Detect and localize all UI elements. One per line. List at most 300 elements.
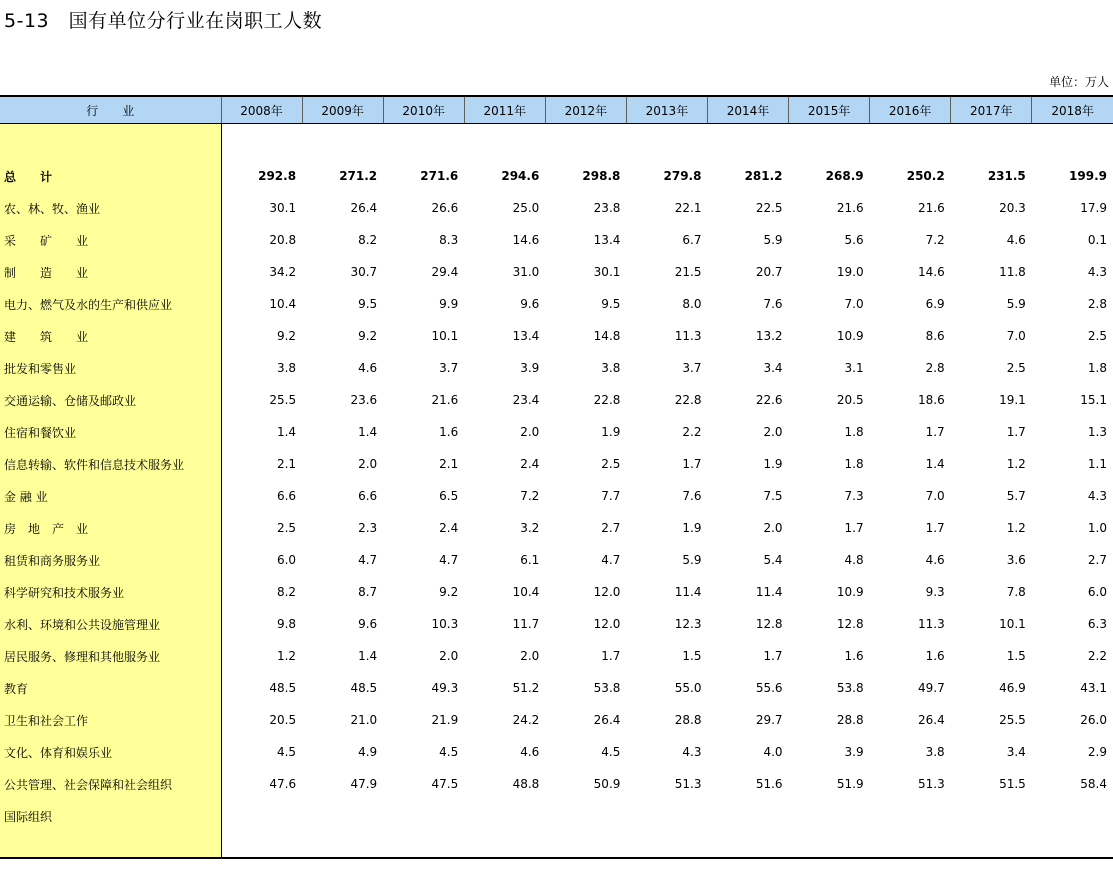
value-cell: 51.2 <box>512 681 540 695</box>
value-cell: 281.2 <box>744 169 783 183</box>
table-title: 5-13 国有单位分行业在岗职工人数 <box>4 10 323 32</box>
value-cell: 4.3 <box>1087 265 1107 279</box>
value-cell <box>707 800 788 858</box>
year-header: 2014年 <box>707 96 788 124</box>
table-row <box>0 672 1113 704</box>
year-header: 2016年 <box>870 96 951 124</box>
value-cell: 11.8 <box>999 265 1026 279</box>
value-cell: 9.2 <box>276 329 297 343</box>
value-cell: 26.4 <box>593 713 621 727</box>
value-cell: 298.8 <box>582 169 621 183</box>
value-cell: 9.3 <box>925 585 945 599</box>
year-header: 2013年 <box>626 96 707 124</box>
spacer-cell <box>383 124 464 155</box>
value-cell: 2.0 <box>358 457 378 471</box>
spacer-cell <box>707 124 788 155</box>
industry-name: 科学研究和技术服务业 <box>0 576 221 608</box>
value-cell: 3.4 <box>1006 745 1026 759</box>
industry-name: 建 筑 业 <box>0 320 221 352</box>
table-row <box>0 256 1113 288</box>
value-cell: 51.9 <box>836 777 864 791</box>
value-cell: 6.5 <box>439 489 459 503</box>
value-cell: 4.5 <box>276 745 297 759</box>
value-cell: 6.0 <box>1087 585 1107 599</box>
value-cell: 2.5 <box>601 457 621 471</box>
value-cell: 15.1 <box>1080 393 1107 407</box>
value-cell: 9.2 <box>439 585 459 599</box>
value-cell: 2.5 <box>1006 361 1026 375</box>
value-cell: 1.0 <box>1087 521 1107 535</box>
value-cell: 28.8 <box>674 713 702 727</box>
value-cell: 5.9 <box>682 553 702 567</box>
table-row <box>0 608 1113 640</box>
value-cell: 49.3 <box>431 681 459 695</box>
industry-name: 信息转输、软件和信息技术服务业 <box>0 448 221 480</box>
value-cell: 2.0 <box>520 649 540 663</box>
total-row <box>0 154 1113 192</box>
value-cell: 2.4 <box>439 521 459 535</box>
value-cell: 6.0 <box>276 553 297 567</box>
value-cell: 199.9 <box>1069 169 1107 183</box>
value-cell: 1.4 <box>276 425 297 439</box>
value-cell: 25.5 <box>999 713 1026 727</box>
value-cell: 3.9 <box>520 361 540 375</box>
value-cell: 292.8 <box>258 169 297 183</box>
value-cell: 1.4 <box>925 457 945 471</box>
value-cell: 3.6 <box>1006 553 1026 567</box>
value-cell: 2.0 <box>763 521 783 535</box>
value-cell: 4.6 <box>520 745 540 759</box>
value-cell: 1.5 <box>682 649 702 663</box>
value-cell: 9.5 <box>601 297 621 311</box>
value-cell: 26.0 <box>1080 713 1107 727</box>
value-cell: 43.1 <box>1080 681 1107 695</box>
industry-name: 交通运输、仓储及邮政业 <box>0 384 221 416</box>
spacer-cell <box>626 124 707 155</box>
value-cell: 26.4 <box>917 713 945 727</box>
value-cell: 2.0 <box>520 425 540 439</box>
value-cell: 3.8 <box>276 361 297 375</box>
table-row <box>0 512 1113 544</box>
value-cell: 1.9 <box>682 521 702 535</box>
value-cell: 1.3 <box>1087 425 1107 439</box>
value-cell: 19.1 <box>999 393 1026 407</box>
value-cell: 9.6 <box>358 617 378 631</box>
value-cell: 7.0 <box>925 489 945 503</box>
value-cell: 1.1 <box>1087 457 1107 471</box>
value-cell: 1.4 <box>358 425 378 439</box>
value-cell: 4.3 <box>1087 489 1107 503</box>
value-cell: 2.4 <box>520 457 540 471</box>
industry-name: 住宿和餐饮业 <box>0 416 221 448</box>
value-cell: 49.7 <box>917 681 945 695</box>
spacer-cell <box>789 124 870 155</box>
value-cell: 5.4 <box>763 553 783 567</box>
value-cell: 250.2 <box>906 169 945 183</box>
value-cell: 19.0 <box>836 265 864 279</box>
industry-name: 制 造 业 <box>0 256 221 288</box>
value-cell: 23.8 <box>593 201 621 215</box>
value-cell: 28.8 <box>836 713 864 727</box>
value-cell: 22.6 <box>755 393 783 407</box>
value-cell <box>789 800 870 858</box>
value-cell: 11.7 <box>512 617 540 631</box>
value-cell: 3.7 <box>439 361 459 375</box>
value-cell: 25.0 <box>512 201 540 215</box>
spacer-cell <box>951 124 1032 155</box>
value-cell: 12.8 <box>836 617 864 631</box>
value-cell: 6.3 <box>1087 617 1107 631</box>
value-cell: 4.6 <box>925 553 945 567</box>
value-cell: 1.7 <box>682 457 702 471</box>
value-cell: 30.7 <box>350 265 378 279</box>
value-cell: 7.6 <box>763 297 783 311</box>
value-cell: 14.6 <box>917 265 945 279</box>
table-row <box>0 736 1113 768</box>
value-cell: 4.8 <box>844 553 864 567</box>
value-cell: 0.1 <box>1087 233 1107 247</box>
value-cell: 6.9 <box>925 297 945 311</box>
value-cell: 7.5 <box>763 489 783 503</box>
value-cell: 53.8 <box>836 681 864 695</box>
value-cell: 13.4 <box>512 329 540 343</box>
value-cell: 8.6 <box>925 329 945 343</box>
value-cell: 7.0 <box>844 297 864 311</box>
value-cell: 3.9 <box>844 745 864 759</box>
value-cell: 48.8 <box>512 777 540 791</box>
value-cell: 9.5 <box>358 297 378 311</box>
table-row <box>0 192 1113 224</box>
value-cell: 51.6 <box>755 777 783 791</box>
value-cell: 1.9 <box>601 425 621 439</box>
value-cell: 26.4 <box>350 201 378 215</box>
value-cell <box>951 800 1032 858</box>
value-cell: 7.0 <box>1006 329 1026 343</box>
value-cell: 21.6 <box>836 201 864 215</box>
spacer-row <box>0 124 1113 155</box>
value-cell: 294.6 <box>501 169 540 183</box>
value-cell: 6.1 <box>520 553 540 567</box>
value-cell: 20.5 <box>836 393 864 407</box>
value-cell: 46.9 <box>999 681 1026 695</box>
value-cell: 7.3 <box>844 489 864 503</box>
spacer-cell <box>221 124 302 155</box>
value-cell: 4.9 <box>358 745 378 759</box>
value-cell: 1.5 <box>1006 649 1026 663</box>
value-cell: 51.3 <box>674 777 702 791</box>
value-cell: 1.4 <box>358 649 378 663</box>
value-cell: 4.7 <box>439 553 459 567</box>
value-cell: 9.6 <box>520 297 540 311</box>
value-cell: 3.4 <box>763 361 783 375</box>
value-cell: 4.7 <box>358 553 378 567</box>
value-cell: 6.7 <box>682 233 702 247</box>
value-cell <box>221 800 302 858</box>
value-cell: 10.3 <box>431 617 459 631</box>
value-cell: 1.2 <box>1006 457 1026 471</box>
value-cell: 7.6 <box>682 489 702 503</box>
value-cell: 5.7 <box>1006 489 1026 503</box>
value-cell: 10.4 <box>269 297 297 311</box>
value-cell: 31.0 <box>512 265 540 279</box>
value-cell: 14.8 <box>593 329 621 343</box>
industry-name: 卫生和社会工作 <box>0 704 221 736</box>
spacer-cell <box>464 124 545 155</box>
table-row <box>0 288 1113 320</box>
value-cell: 1.8 <box>844 425 864 439</box>
value-cell: 34.2 <box>269 265 297 279</box>
table-row <box>0 640 1113 672</box>
value-cell: 13.2 <box>755 329 783 343</box>
value-cell: 2.9 <box>1087 745 1107 759</box>
employment-table <box>0 95 1113 859</box>
value-cell: 22.1 <box>674 201 702 215</box>
industry-name: 农、林、牧、渔业 <box>0 192 221 224</box>
value-cell: 50.9 <box>593 777 621 791</box>
table-row <box>0 224 1113 256</box>
value-cell: 2.2 <box>1087 649 1107 663</box>
table-row <box>0 704 1113 736</box>
value-cell: 3.2 <box>520 521 540 535</box>
value-cell: 8.3 <box>439 233 459 247</box>
value-cell: 1.8 <box>844 457 864 471</box>
value-cell: 2.7 <box>1087 553 1107 567</box>
header-row <box>0 96 1113 124</box>
value-cell <box>383 800 464 858</box>
value-cell: 2.5 <box>1087 329 1107 343</box>
value-cell: 1.2 <box>276 649 297 663</box>
year-header: 2012年 <box>545 96 626 124</box>
year-header: 2008年 <box>221 96 302 124</box>
value-cell: 3.1 <box>844 361 864 375</box>
value-cell: 10.9 <box>836 585 864 599</box>
value-cell: 48.5 <box>269 681 297 695</box>
value-cell: 2.1 <box>276 457 297 471</box>
value-cell: 2.7 <box>601 521 621 535</box>
value-cell: 7.2 <box>520 489 540 503</box>
value-cell: 23.4 <box>512 393 540 407</box>
value-cell: 271.2 <box>339 169 378 183</box>
industry-name: 公共管理、社会保障和社会组织 <box>0 768 221 800</box>
value-cell: 4.6 <box>358 361 378 375</box>
value-cell: 7.7 <box>601 489 621 503</box>
value-cell: 12.0 <box>593 585 621 599</box>
value-cell: 30.1 <box>593 265 621 279</box>
value-cell: 1.7 <box>1006 425 1026 439</box>
value-cell: 1.7 <box>925 425 945 439</box>
value-cell: 22.8 <box>593 393 621 407</box>
industry-name: 水利、环境和公共设施管理业 <box>0 608 221 640</box>
year-header: 2009年 <box>302 96 383 124</box>
value-cell: 55.0 <box>674 681 702 695</box>
year-header: 2010年 <box>383 96 464 124</box>
value-cell: 20.3 <box>999 201 1026 215</box>
value-cell: 17.9 <box>1080 201 1107 215</box>
value-cell: 2.8 <box>925 361 945 375</box>
value-cell: 1.7 <box>601 649 621 663</box>
value-cell: 1.6 <box>844 649 864 663</box>
value-cell: 11.3 <box>674 329 702 343</box>
value-cell: 22.8 <box>674 393 702 407</box>
spacer-cell <box>545 124 626 155</box>
value-cell <box>626 800 707 858</box>
value-cell: 48.5 <box>350 681 378 695</box>
value-cell: 5.9 <box>763 233 783 247</box>
value-cell: 1.2 <box>1006 521 1026 535</box>
table-row <box>0 544 1113 576</box>
value-cell: 51.3 <box>917 777 945 791</box>
value-cell: 9.9 <box>439 297 459 311</box>
spacer-cell <box>1032 124 1113 155</box>
value-cell: 21.6 <box>431 393 459 407</box>
value-cell: 1.6 <box>439 425 459 439</box>
value-cell: 20.8 <box>269 233 297 247</box>
year-header: 2017年 <box>951 96 1032 124</box>
value-cell: 18.6 <box>917 393 945 407</box>
value-cell: 26.6 <box>431 201 459 215</box>
year-header: 2015年 <box>789 96 870 124</box>
value-cell: 10.1 <box>431 329 459 343</box>
value-cell: 8.7 <box>358 585 378 599</box>
value-cell: 13.4 <box>593 233 621 247</box>
value-cell: 4.5 <box>439 745 459 759</box>
value-cell: 2.5 <box>276 521 297 535</box>
value-cell <box>870 800 951 858</box>
value-cell: 11.4 <box>755 585 783 599</box>
value-cell: 47.9 <box>350 777 378 791</box>
value-cell: 3.8 <box>601 361 621 375</box>
table-row <box>0 416 1113 448</box>
table-row <box>0 448 1113 480</box>
table-row <box>0 480 1113 512</box>
value-cell: 11.4 <box>674 585 702 599</box>
industry-name: 批发和零售业 <box>0 352 221 384</box>
value-cell: 29.4 <box>431 265 459 279</box>
value-cell: 268.9 <box>825 169 864 183</box>
value-cell: 1.8 <box>1087 361 1107 375</box>
value-cell: 53.8 <box>593 681 621 695</box>
table-row <box>0 800 1113 858</box>
value-cell: 21.5 <box>674 265 702 279</box>
industry-header: 行 业 <box>0 96 221 124</box>
value-cell: 5.9 <box>1006 297 1026 311</box>
value-cell: 4.0 <box>763 745 783 759</box>
value-cell: 2.8 <box>1087 297 1107 311</box>
value-cell: 24.2 <box>512 713 540 727</box>
value-cell: 51.5 <box>999 777 1026 791</box>
value-cell: 10.9 <box>836 329 864 343</box>
value-cell: 22.5 <box>755 201 783 215</box>
value-cell: 20.7 <box>755 265 783 279</box>
spacer-cell <box>870 124 951 155</box>
value-cell: 9.8 <box>276 617 297 631</box>
value-cell: 3.7 <box>682 361 702 375</box>
table-row <box>0 384 1113 416</box>
value-cell: 6.6 <box>358 489 378 503</box>
table-row <box>0 576 1113 608</box>
industry-name: 采 矿 业 <box>0 224 221 256</box>
spacer-cell <box>302 124 383 155</box>
value-cell: 12.0 <box>593 617 621 631</box>
value-cell: 279.8 <box>663 169 702 183</box>
value-cell: 30.1 <box>269 201 297 215</box>
value-cell: 5.6 <box>844 233 864 247</box>
industry-name: 总 计 <box>0 154 221 192</box>
value-cell: 14.6 <box>512 233 540 247</box>
value-cell: 47.6 <box>269 777 297 791</box>
value-cell: 4.5 <box>601 745 621 759</box>
value-cell: 58.4 <box>1080 777 1107 791</box>
value-cell: 4.3 <box>682 745 702 759</box>
value-cell: 8.0 <box>682 297 702 311</box>
value-cell: 25.5 <box>269 393 297 407</box>
industry-name: 租赁和商务服务业 <box>0 544 221 576</box>
value-cell: 2.0 <box>763 425 783 439</box>
industry-name: 金 融 业 <box>0 480 221 512</box>
table-row <box>0 352 1113 384</box>
value-cell: 1.7 <box>763 649 783 663</box>
value-cell: 4.6 <box>1006 233 1026 247</box>
value-cell <box>545 800 626 858</box>
value-cell: 3.8 <box>925 745 945 759</box>
value-cell: 23.6 <box>350 393 378 407</box>
value-cell <box>1032 800 1113 858</box>
value-cell: 6.6 <box>276 489 297 503</box>
value-cell: 11.3 <box>917 617 945 631</box>
value-cell: 9.2 <box>358 329 378 343</box>
table-row <box>0 320 1113 352</box>
industry-name: 房 地 产 业 <box>0 512 221 544</box>
year-header: 2011年 <box>464 96 545 124</box>
value-cell: 2.3 <box>358 521 378 535</box>
value-cell <box>302 800 383 858</box>
industry-name: 电力、燃气及水的生产和供应业 <box>0 288 221 320</box>
value-cell: 8.2 <box>276 585 297 599</box>
value-cell: 7.2 <box>925 233 945 247</box>
value-cell: 1.6 <box>925 649 945 663</box>
value-cell: 2.0 <box>439 649 459 663</box>
value-cell: 21.6 <box>917 201 945 215</box>
value-cell: 1.7 <box>844 521 864 535</box>
value-cell: 21.0 <box>350 713 378 727</box>
value-cell: 1.7 <box>925 521 945 535</box>
spacer-cell <box>0 124 221 155</box>
value-cell: 8.2 <box>358 233 378 247</box>
year-header: 2018年 <box>1032 96 1113 124</box>
value-cell: 4.7 <box>601 553 621 567</box>
value-cell: 21.9 <box>431 713 459 727</box>
value-cell: 20.5 <box>269 713 297 727</box>
value-cell <box>464 800 545 858</box>
value-cell: 55.6 <box>755 681 783 695</box>
value-cell: 271.6 <box>420 169 459 183</box>
value-cell: 47.5 <box>431 777 459 791</box>
industry-name: 国际组织 <box>0 800 221 858</box>
industry-name: 居民服务、修理和其他服务业 <box>0 640 221 672</box>
table-row <box>0 768 1113 800</box>
value-cell: 29.7 <box>755 713 783 727</box>
value-cell: 231.5 <box>987 169 1026 183</box>
industry-name: 文化、体育和娱乐业 <box>0 736 221 768</box>
value-cell: 7.8 <box>1006 585 1026 599</box>
value-cell: 12.3 <box>674 617 702 631</box>
unit-label: 单位：万人 <box>1048 75 1109 89</box>
industry-name: 教育 <box>0 672 221 704</box>
value-cell: 12.8 <box>755 617 783 631</box>
value-cell: 10.1 <box>999 617 1026 631</box>
value-cell: 2.2 <box>682 425 702 439</box>
value-cell: 1.9 <box>763 457 783 471</box>
